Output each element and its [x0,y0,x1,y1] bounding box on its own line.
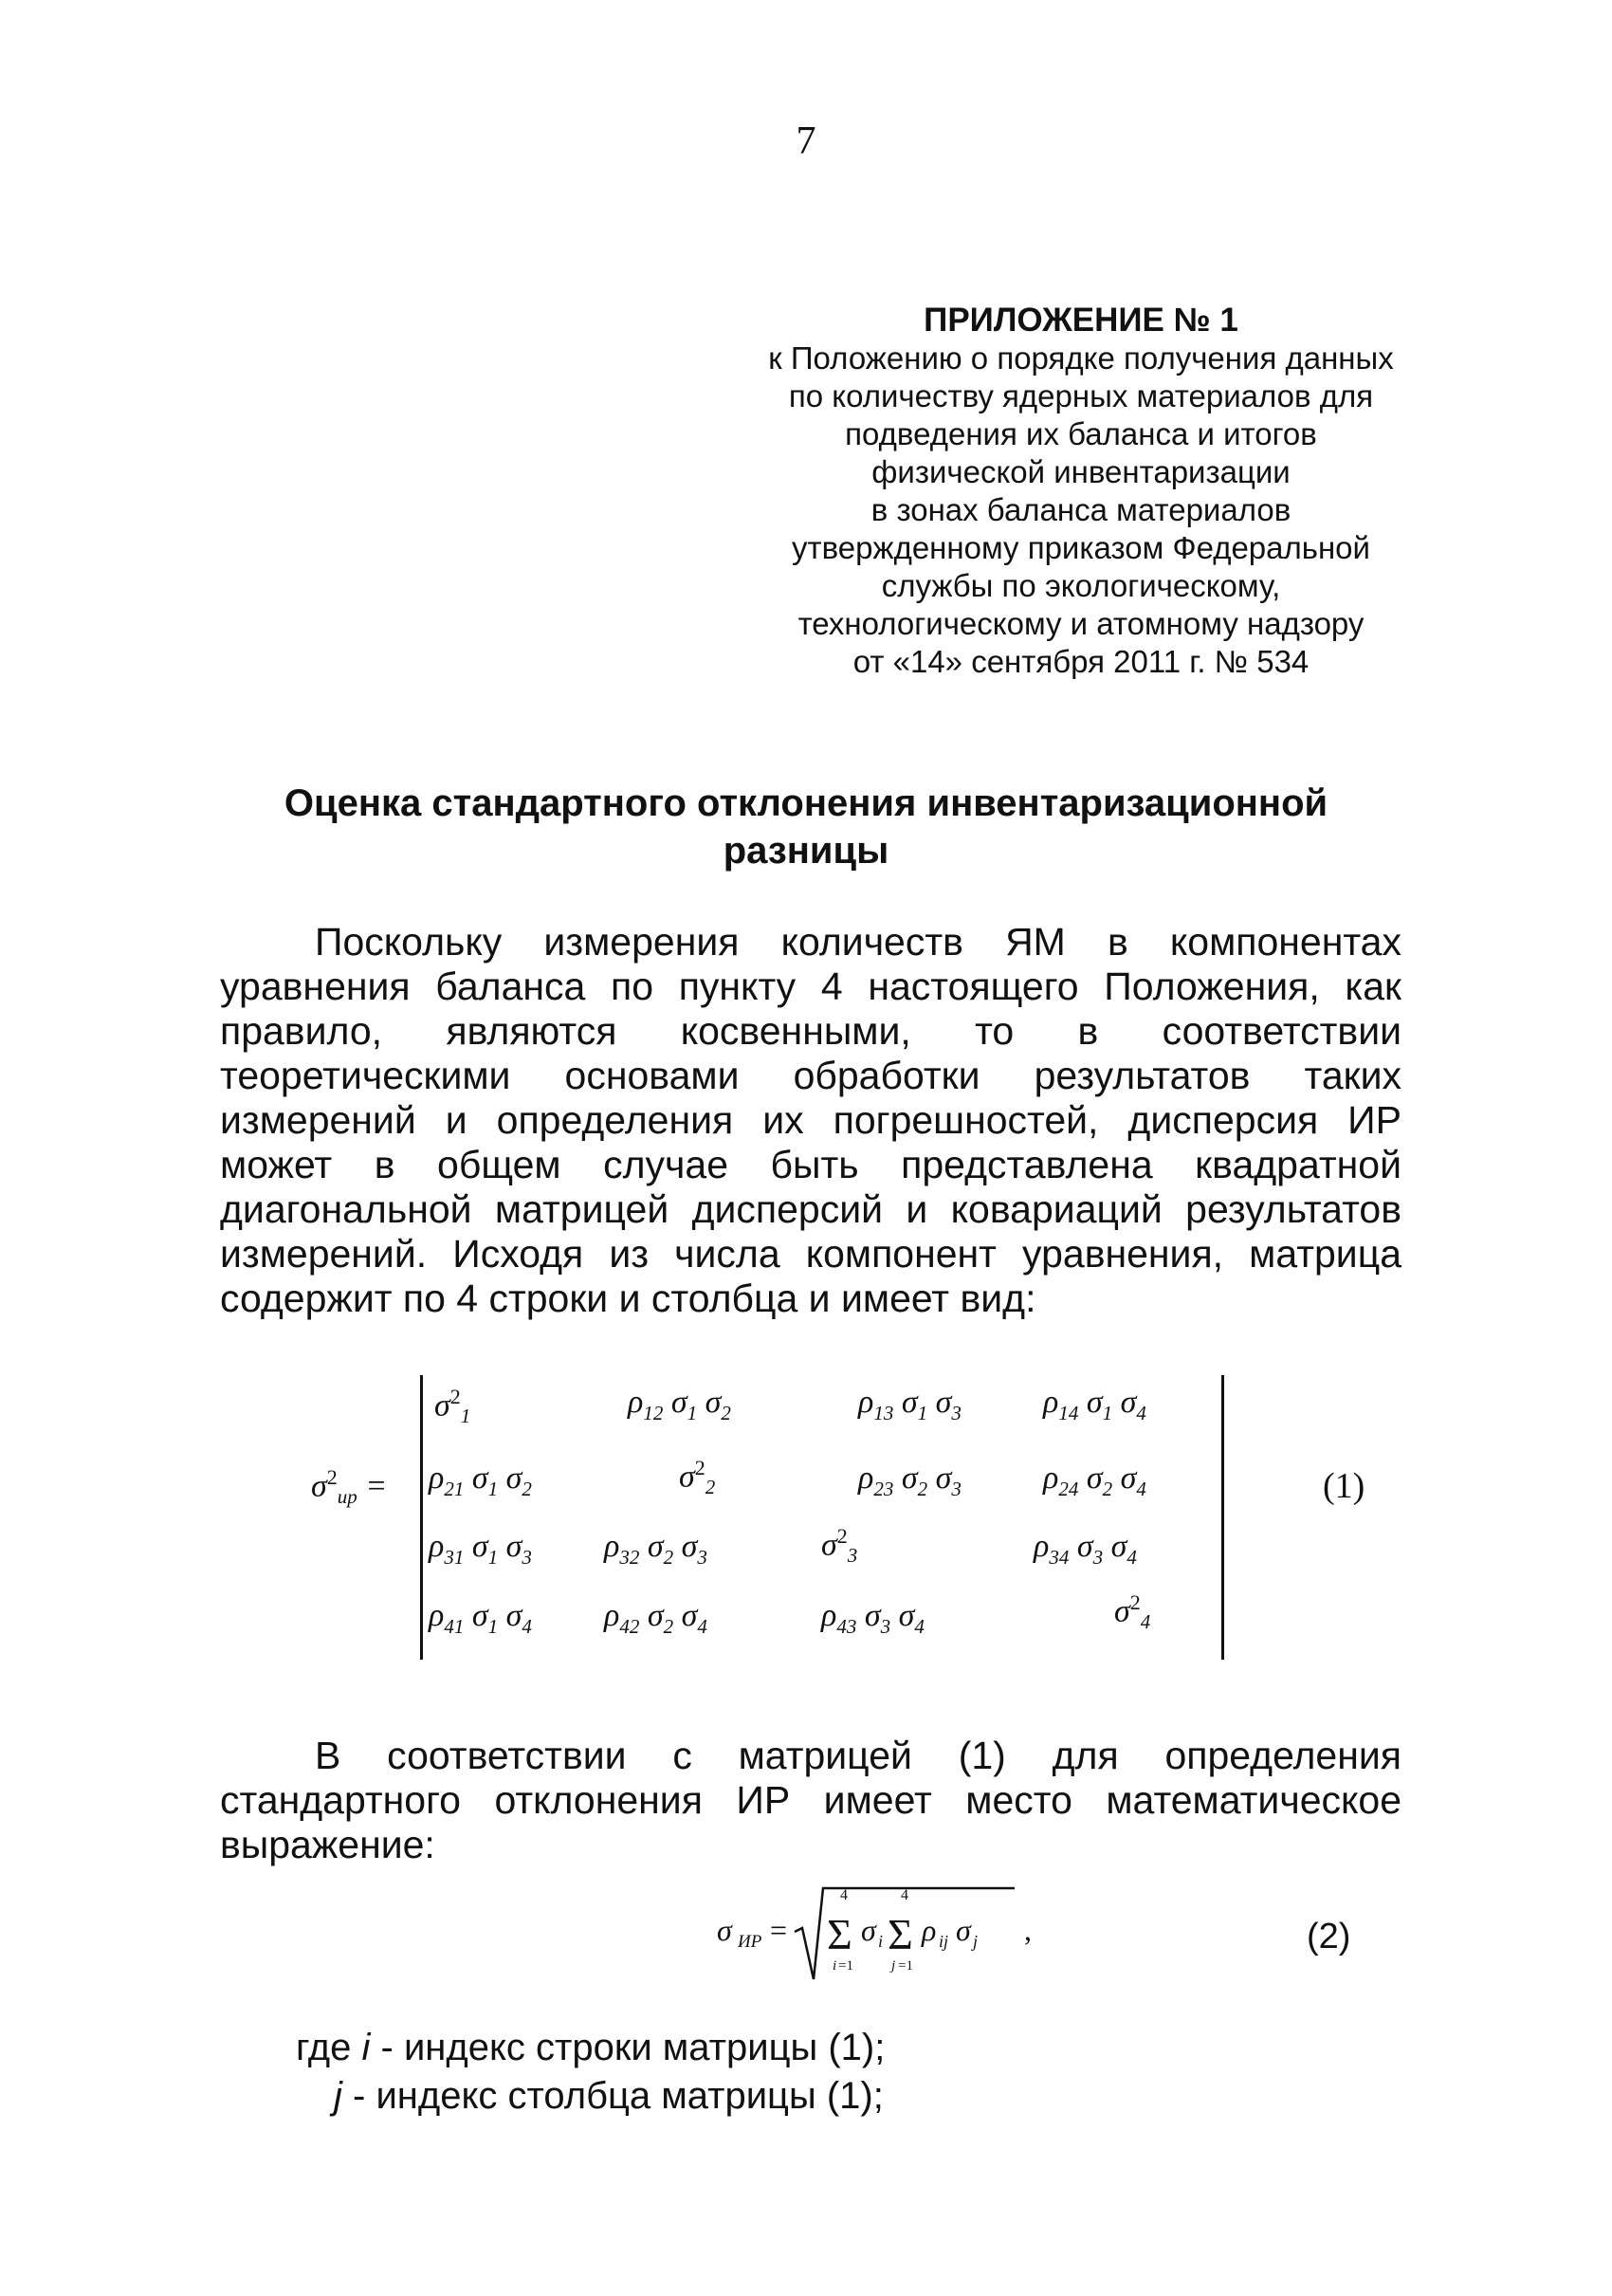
appendix-line: к Положению о порядке получения данных [768,340,1394,376]
matrix-cell: $\rho_{32}$ $\sigma_2$ $\sigma_3$ [604,1529,707,1569]
svg-text:j: j [891,1958,896,1974]
appendix-line: физической инвентаризации [871,454,1291,489]
svg-text:ρ: ρ [922,1913,937,1947]
svg-text:4: 4 [901,1887,908,1903]
matrix-cell: $\rho_{12}$ $\sigma_1$ $\sigma_2$ [628,1385,731,1424]
svg-text:=1: =1 [898,1958,913,1974]
equation-number-2: (2) [1307,1917,1351,1956]
definition-i [296,2025,885,2070]
formula-standard-deviation [0,1873,1612,1987]
sqrt-sum-formula [0,1873,1612,1987]
formula-covariance-matrix [0,1366,1612,1669]
variable-i: i [361,2027,371,2068]
appendix-line: службы по экологическому, [881,568,1281,603]
svg-text:j: j [973,1932,979,1951]
svg-text:i: i [878,1932,884,1951]
appendix-title: ПРИЛОЖЕНИЕ № 1 [924,302,1238,339]
svg-text:ij: ij [939,1932,949,1951]
definition-j [334,2073,884,2119]
matrix-cell: $\rho_{14}$ $\sigma_1$ $\sigma_4$ [1043,1385,1146,1424]
paragraph-covariance-matrix [220,920,1401,1321]
matrix-cell: $\rho_{34}$ $\sigma_3$ $\sigma_4$ [1034,1529,1137,1569]
matrix-cell: $\rho_{23}$ $\sigma_2$ $\sigma_3$ [858,1460,962,1500]
svg-text:4: 4 [840,1887,848,1903]
appendix-block [721,302,1441,681]
paragraph-1-text: Поскольку измерения количеств ЯМ в компонентах уравнения баланса по пункту 4 настоящего Положения, как правило, являются косвенными, то в соответствии теоретическими основами обработки результатов таких измерений и определения их погрешностей, дисперсия ИР может в общем случае быть представлена квадратной диагональной матрицей дисперсий и ковариаций результатов измерений. Исходя из числа компонент уравнения, матрица содержит по 4 строки и столбца и имеет вид: [220,920,1401,1320]
appendix-line: технологическому и атомному надзору [797,606,1365,641]
appendix-line: в зонах баланса материалов [870,492,1291,527]
paragraph-standard-deviation [220,1734,1401,1867]
variable-j: j [334,2075,342,2117]
matrix-right-bar [1221,1375,1224,1660]
equation-number-1: (1) [1323,1466,1365,1506]
matrix-cell: $\rho_{31}$ $\sigma_1$ $\sigma_3$ [429,1529,532,1569]
svg-text:Σ: Σ [888,1910,913,1958]
paragraph-2-text: В соответствии с матрицей (1) для определения стандартного отклонения ИР имеет место математическое выражение: [220,1734,1401,1866]
svg-text:=: = [770,1913,788,1947]
appendix-line: по количеству ядерных материалов для [788,378,1374,413]
matrix-cell: $\rho_{41}$ $\sigma_1$ $\sigma_4$ [429,1598,532,1638]
svg-text:σ: σ [717,1913,732,1947]
definition-prefix: где [296,2027,362,2068]
svg-text:Σ: Σ [827,1910,852,1958]
matrix-lhs: $\sigma^2_{ир}$ = [311,1465,388,1509]
svg-text:=1: =1 [838,1958,853,1974]
matrix-cell: $\sigma^2_3$ [821,1524,858,1568]
matrix-left-bar [420,1375,423,1660]
definition-i-text: - индекс строки матрицы (1); [370,2027,886,2068]
matrix-cell: $\sigma^2_2$ [679,1456,716,1499]
appendix-line: от «14» сентября 2011 г. № 534 [852,644,1310,679]
svg-text:ИР: ИР [738,1932,762,1952]
matrix-cell: $\sigma^2_4$ [1114,1590,1151,1634]
matrix-cell: $\rho_{24}$ $\sigma_2$ $\sigma_4$ [1043,1460,1146,1500]
matrix-cell: $\rho_{42}$ $\sigma_2$ $\sigma_4$ [604,1598,707,1638]
appendix-line: утвержденному приказом Федеральной [792,530,1370,565]
definition-j-text: - индекс столбца матрицы (1); [341,2075,884,2117]
page-number: 7 [796,119,816,163]
svg-text:i: i [833,1958,837,1974]
svg-text:σ: σ [956,1913,971,1947]
svg-text:,: , [1024,1913,1032,1947]
appendix-line: подведения их баланса и итогов [845,416,1317,451]
svg-text:σ: σ [861,1913,876,1947]
matrix-cell: $\rho_{13}$ $\sigma_1$ $\sigma_3$ [858,1385,962,1424]
document-title: Оценка стандартного отклонения инвентаризационной разницы [284,782,1328,872]
matrix-cell: $\rho_{21}$ $\sigma_1$ $\sigma_2$ [429,1460,532,1500]
matrix-cell: $\rho_{43}$ $\sigma_3$ $\sigma_4$ [821,1598,925,1638]
matrix-cell: $\sigma^2_1$ [434,1385,471,1428]
